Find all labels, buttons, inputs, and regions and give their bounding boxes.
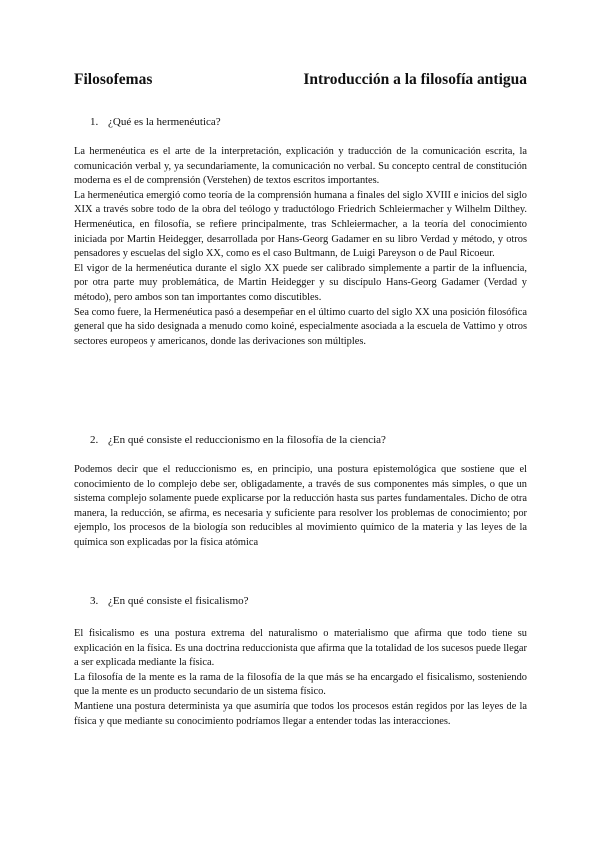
paragraph: Podemos decir que el reduccionismo es, en principio, una postura epistemológica que sostiene que el conocimiento de lo complejo debe ser, obligadamente, a través de sus componentes más simples, o que un sistema complejo solamente puede explicarse por la reducción hasta sus partes fundamentales. Dicho de otra manera, la reducción, se afirma, es necesaria y suficiente para resolver los problemas de conocimiento; por ejemplo, los procesos de la biología son reducibles al movimiento químico de la materia y las leyes de la química son explicadas por la física atómica — [74, 464, 527, 548]
question-text: ¿Qué es la hermenéutica? — [108, 116, 221, 128]
question-number: 1. — [90, 116, 99, 128]
paragraph: La hermenéutica emergió como teoría de la comprensión humana a finales del siglo XVIII e inicios del siglo XIX a través sobre todo de la obra del teólogo y traductólogo Friedrich Schleiermacher y Wilhelm Dilthey. Hermenéutica, en filosofía, se refiere principalmente, tras Schleiermacher, a la teoría del conocimiento iniciada por Martin Heidegger, desarrollada por Hans-Georg Gadamer en su libro Verdad y método, y otros pensadores y escuelas del siglo XX, como es el caso Bultmann, de Luigi Pareyson o de Paul Ricoeur. — [74, 189, 527, 260]
paragraph: Mantiene una postura determinista ya que asumiría que todos los procesos están regidos por las leyes de la física y que mediante su conocimiento podríamos llegar a entender todas las interacciones. — [74, 700, 527, 727]
question-1 — [90, 115, 221, 129]
question-2 — [90, 433, 386, 447]
header-right-title: Introducción a la filosofía antigua — [303, 71, 527, 88]
question-text: ¿En qué consiste el fisicalismo? — [108, 595, 249, 607]
answer-1 — [74, 145, 527, 349]
paragraph: Sea como fuere, la Hermenéutica pasó a desempeñar en el último cuarto del siglo XX una posición filosófica general que ha sido designada a menudo como koiné, especialmente asociada a la escuela de Vattimo y otros sectores europeos y americanos, donde las derivaciones son múltiples. — [74, 306, 527, 347]
answer-2 — [74, 463, 527, 551]
answer-3 — [74, 627, 527, 729]
question-number: 3. — [90, 595, 99, 607]
question-number: 2. — [90, 434, 99, 446]
paragraph: La filosofía de la mente es la rama de la filosofía de la que más se ha encargado el fisicalismo, sosteniendo que la mente es un producto secundario de un sistema físico. — [74, 671, 527, 698]
question-text: ¿En qué consiste el reduccionismo en la filosofía de la ciencia? — [108, 434, 386, 446]
paragraph: El vigor de la hermenéutica durante el siglo XX puede ser calibrado simplemente a partir de la influencia, por otra parte muy problemática, de Martin Heidegger y su discípulo Hans-Georg Gadamer (Verdad y método), pero ambos son tan importantes como discutibles. — [74, 262, 527, 303]
page-header — [74, 71, 527, 95]
header-left-title: Filosofemas — [74, 71, 153, 88]
paragraph: El fisicalismo es una postura extrema del naturalismo o materialismo que afirma que todo tiene su explicación en la física. Es una doctrina reduccionista que afirma que la totalidad de los sucesos puede llegar a ser explicada mediante la física. — [74, 628, 527, 669]
question-3 — [90, 594, 249, 608]
paragraph: La hermenéutica es el arte de la interpretación, explicación y traducción de la comunicación escrita, la comunicación verbal y, ya secundariamente, la comunicación no verbal. Su concepto central de constitución moderna es el de comprensión (Verstehen) de textos escritos importantes. — [74, 146, 527, 187]
